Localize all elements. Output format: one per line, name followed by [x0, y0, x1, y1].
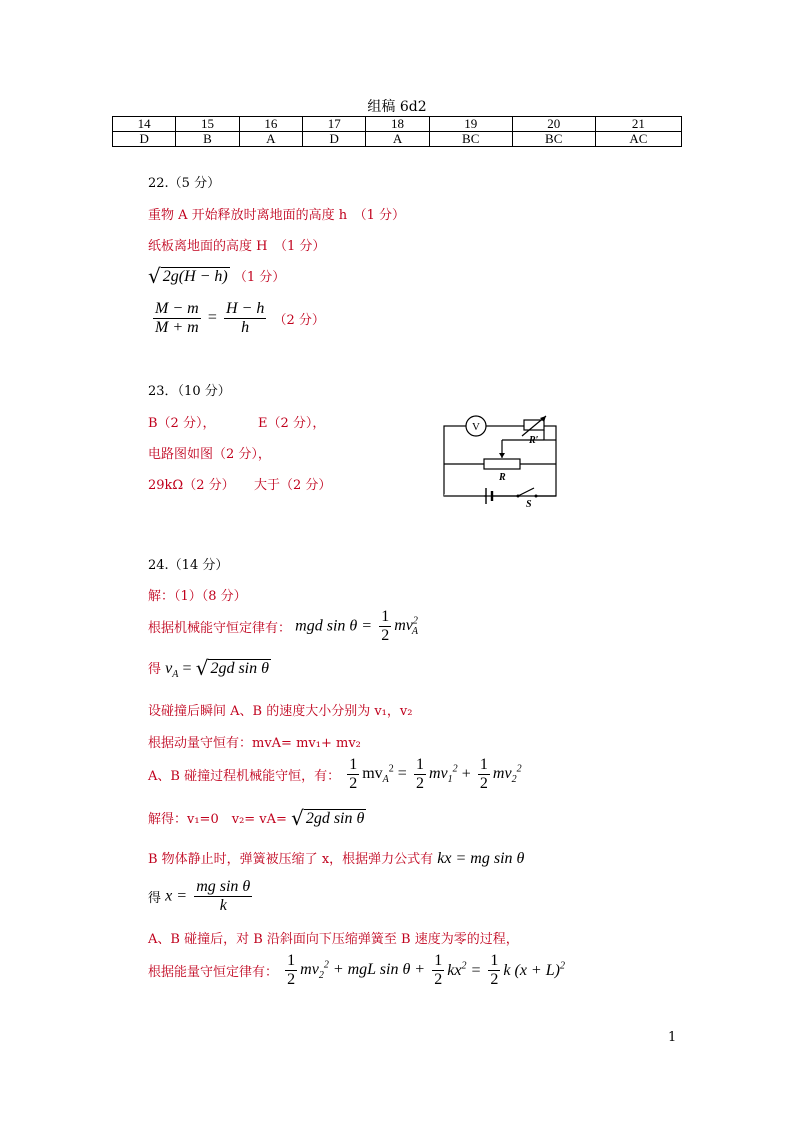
- page-number: 1: [668, 1030, 677, 1045]
- rheostat-label: R′: [529, 435, 539, 446]
- q24-line5: 根据动量守恒有：mvA= mv₁+ mv₂: [148, 736, 361, 751]
- q22-line3: √ 2g(H − h) （1 分）: [148, 264, 286, 288]
- q22-line4: $\frac{M - m}{M + m}$ = $\frac{H - h}{h}$ （2 分）: [155, 300, 325, 336]
- q24-line1: 解：（1）（8 分）: [148, 589, 247, 604]
- q24-line11: 根据能量守恒定律有： $\frac{1}{2}$ $mv_2^2$ + mgL sin θ + $\frac{1}{2}$ $kx^2$ = $\frac{1}{2}$ k $(x + L)^2$: [148, 952, 565, 988]
- q22-line3-score: （1 分）: [233, 270, 286, 285]
- answer-cell: BC: [512, 132, 595, 147]
- question-number: 14: [113, 117, 176, 132]
- answer-cell: BC: [429, 132, 512, 147]
- voltmeter-label: V: [472, 421, 480, 433]
- answer-cell: AC: [595, 132, 681, 147]
- table-row: [113, 117, 682, 132]
- question-number: 20: [512, 117, 595, 132]
- q24-heading: 24.（14 分）: [148, 558, 229, 573]
- q23-answer-e: E（2 分），: [258, 416, 326, 431]
- q22-fraction-right: $\frac{H - h}{h}$: [226, 300, 265, 336]
- question-number: 15: [176, 117, 239, 132]
- q22-line4-score: （2 分）: [273, 313, 325, 328]
- q24-line8: B 物体静止时，弹簧被压缩了 x，根据弹力公式有 kx = mg sin θ: [148, 850, 525, 867]
- q22-heading: 22.（5 分）: [148, 176, 221, 191]
- question-number: 21: [595, 117, 681, 132]
- question-number: 19: [429, 117, 512, 132]
- answer-cell: B: [176, 132, 239, 147]
- q23-answer-b: B（2 分），: [148, 416, 216, 431]
- q24-line7: 解得：v₁=0 v₂= vA= √ 2gd sin θ: [148, 806, 365, 830]
- page-title: 组稿 6d2: [367, 99, 427, 115]
- q24-line3: 得 $v_A$ = √ 2gd sin θ: [148, 656, 269, 681]
- answer-cell: D: [113, 132, 176, 147]
- q23-heading: 23．（10 分）: [148, 384, 231, 399]
- q22-line2: 纸板离地面的高度 H （1 分）: [148, 239, 326, 254]
- slider-resistor-label: R: [499, 472, 506, 483]
- answer-cell: A: [239, 132, 302, 147]
- q24-line9: 得 x = $\frac{\text{mg sin θ}}{k}$: [148, 878, 251, 914]
- circuit-diagram: [436, 410, 566, 508]
- q22-line1: 重物 A 开始释放时离地面的高度 h （1 分）: [148, 208, 406, 223]
- q24-line10: A、B 碰撞后，对 B 沿斜面向下压缩弹簧至 B 速度为零的过程，: [148, 932, 519, 947]
- q23-line2: 电路图如图（2 分），: [148, 447, 271, 462]
- q24-line4: 设碰撞后瞬间 A、B 的速度大小分别为 v₁，v₂: [148, 704, 413, 719]
- question-number: 16: [239, 117, 302, 132]
- switch-label: S: [526, 499, 532, 508]
- q22-fraction-left: $\frac{M - m}{M + m}$: [155, 300, 199, 336]
- answer-cell: D: [303, 132, 366, 147]
- answer-cell: A: [366, 132, 429, 147]
- q24-line6: A、B 碰撞过程机械能守恒，有： $\frac{1}{2}$ $mv_A^2$ = $\frac{1}{2}$ $mv_1^2$ + $\frac{1}{2}$ $mv_2^2$: [148, 756, 522, 792]
- question-number: 18: [366, 117, 429, 132]
- answer-table: [112, 116, 682, 147]
- q22-sqrt-expression: 2g(H − h): [162, 268, 228, 285]
- question-number: 17: [303, 117, 366, 132]
- q23-line3a: 29kΩ（2 分）: [148, 478, 235, 493]
- q23-line3b: 大于（2 分）: [254, 478, 332, 493]
- q24-line2: 根据机械能守恒定律有： mgd sin θ = $\frac{1}{2}$ $mv^2_A$: [148, 608, 418, 644]
- table-row: [113, 132, 682, 147]
